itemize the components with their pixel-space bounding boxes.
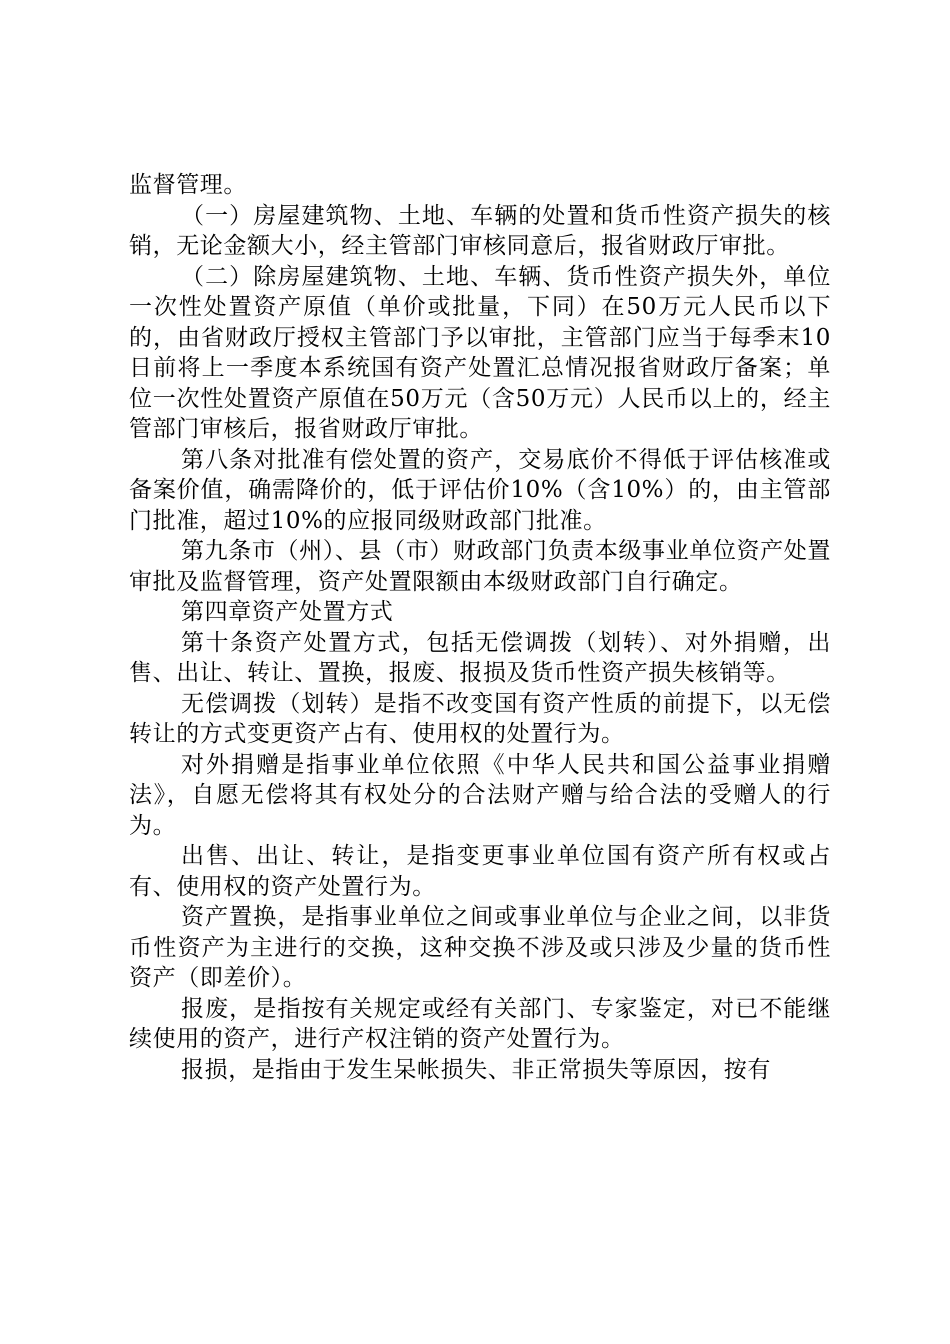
paragraph-scrap: 报废，是指按有关规定或经有关部门、专家鉴定，对已不能继续使用的资产，进行产权注销的资产处置行为。 xyxy=(129,995,831,1052)
paragraph-loss: 报损，是指由于发生呆帐损失、非正常损失等原因，按有 xyxy=(181,1056,771,1083)
paragraph-article-9: 第九条市（州）、县（市）财政部门负责本级事业单位资产处置审批及监督管理，资产处置限额由本级财政部门自行确定。 xyxy=(129,538,831,595)
paragraph-article-8: 第八条对批准有偿处置的资产，交易底价不得低于评估核准或备案价值，确需降价的，低于评估价10%（含10%）的，由主管部门批准，超过10%的应报同级财政部门批准。 xyxy=(129,446,831,534)
document-body xyxy=(129,170,831,1085)
paragraph-continuation: 监督管理。 xyxy=(129,172,247,198)
paragraph-item-2: （二）除房屋建筑物、土地、车辆、货币性资产损失外，单位一次性处置资产原值（单价或批量，下同）在50万元人民币以下的，由省财政厅授权主管部门予以审批，主管部门应当于每季末10日前将上一季度本系统国有资产处置汇总情况报省财政厅备案；单位一次性处置资产原值在50万元（含50万元）人民币以上的，经主管部门审核后，报省财政厅审批。 xyxy=(129,263,831,442)
paragraph-transfer: 无偿调拨（划转）是指不改变国有资产性质的前提下，以无偿转让的方式变更资产占有、使用权的处置行为。 xyxy=(129,690,831,747)
paragraph-exchange: 资产置换，是指事业单位之间或事业单位与企业之间，以非货币性资产为主进行的交换，这种交换不涉及或只涉及少量的货币性资产（即差价）。 xyxy=(129,904,831,991)
paragraph-item-1: （一）房屋建筑物、土地、车辆的处置和货币性资产损失的核销，无论金额大小，经主管部门审核同意后，报省财政厅审批。 xyxy=(129,202,831,259)
paragraph-donation: 对外捐赠是指事业单位依照《中华人民共和国公益事业捐赠法》，自愿无偿将其有权处分的合法财产赠与给合法的受赠人的行为。 xyxy=(129,751,831,839)
chapter-heading: 第四章资产处置方式 xyxy=(181,599,394,625)
paragraph-article-10: 第十条资产处置方式，包括无偿调拨（划转）、对外捐赠，出售、出让、转让、置换，报废、报损及货币性资产损失核销等。 xyxy=(129,629,831,686)
paragraph-sale: 出售、出让、转让，是指变更事业单位国有资产所有权或占有、使用权的资产处置行为。 xyxy=(129,843,831,900)
